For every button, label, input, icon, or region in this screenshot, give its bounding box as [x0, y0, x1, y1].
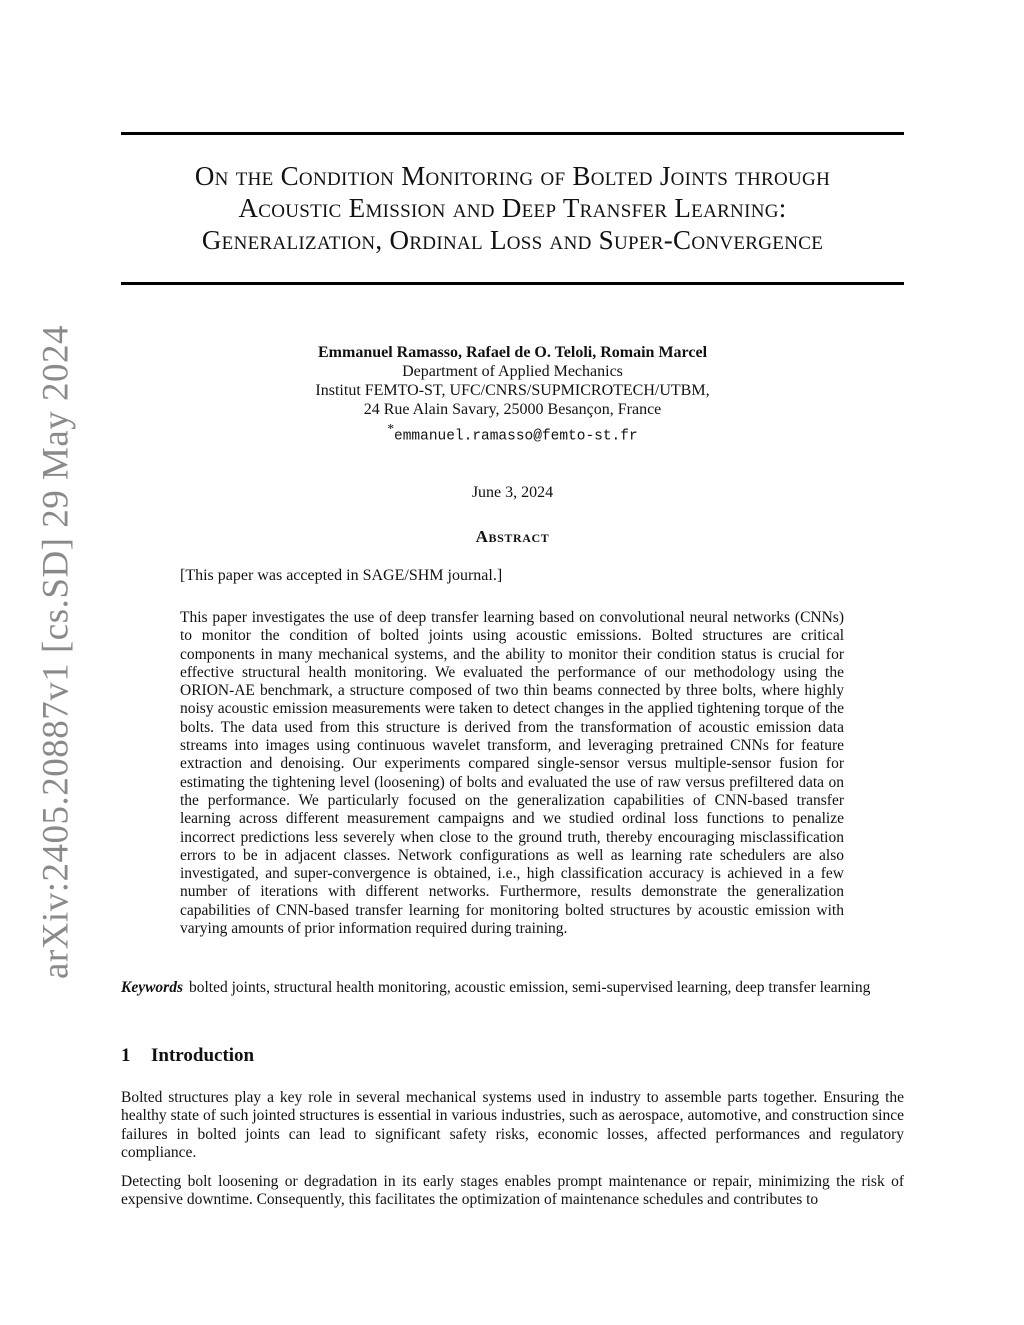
- title-rule-bottom: [121, 282, 904, 285]
- author-block: [121, 343, 904, 446]
- intro-paragraph-1: Bolted structures play a key role in several mechanical systems used in industry to assemble parts together. Ensuring the healthy state of such jointed structures is essential in various industries, such as aerospace, automotive, and construction since failures in bolted joints can lead to significant safety risks, economic losses, affected performances and regulatory compliance.: [121, 1089, 904, 1161]
- section-heading-introduction: [121, 1045, 904, 1067]
- keywords-text: bolted joints, structural health monitoring, acoustic emission, semi-supervised learning, deep transfer learning: [189, 979, 871, 996]
- title-rule-top: [121, 132, 904, 135]
- author-names: Emmanuel Ramasso, Rafael de O. Teloli, Romain Marcel: [317, 344, 708, 361]
- abstract-text: This paper investigates the use of deep transfer learning based on convolutional neural networks (CNNs) to monitor the condition of bolted joints using acoustic emissions. Bolted structures are critical components in many mechanical systems, and the ability to monitor their condition status is crucial for effective structural health monitoring. We evaluated the performance of our methodology using the ORION-AE benchmark, a structure composed of two thin beams connected by three bolts, where highly noisy acoustic emission measurements were taken to detect changes in the applied tightening torque of the bolts. The data used from this structure is derived from the transformation of acoustic emission data streams into images using continuous wavelet transform, and leveraging pretrained CNNs for feature extraction and denoising. Our experiments compared single-sensor versus multiple-sensor fusion for estimating the tightening level (loosening) of bolts and evaluated the use of raw versus prefiltered data on the performance. We particularly focused on the generalization capabilities of CNN-based transfer learning across different measurement campaigns and we studied ordinal loss functions to penalize incorrect predictions less severely when close to the ground truth, thereby encouraging misclassification errors to be in adjacent classes. Network configurations as well as learning rate schedulers are also investigated, and super-convergence is obtained, i.e., high classification accuracy is achieved in a few number of iterations with different networks. Furthermore, results demonstrate the generalization capabilities of CNN-based transfer learning for monitoring bolted structures by acoustic emission with varying amounts of prior information required during training.: [180, 609, 844, 938]
- paper-title: [121, 160, 904, 256]
- abstract-heading: Abstract: [475, 527, 550, 546]
- paper-date: June 3, 2024: [471, 484, 554, 501]
- email-mark: *: [387, 421, 395, 436]
- acceptance-note: [This paper was accepted in SAGE/SHM journal.]: [180, 567, 503, 584]
- keywords: [121, 979, 904, 997]
- author-department: Department of Applied Mechanics: [402, 363, 623, 380]
- author-institute: Institut FEMTO-ST, UFC/CNRS/SUPMICROTECH/UTBM,: [315, 382, 710, 399]
- title-line-1: On the Condition Monitoring of Bolted Joints through: [194, 161, 831, 191]
- keywords-label: Keywords: [121, 979, 183, 996]
- author-address: 24 Rue Alain Savary, 25000 Besançon, France: [363, 401, 662, 418]
- section-title: Introduction: [151, 1045, 255, 1066]
- arxiv-stamp-text: arXiv:2405.20887v1 [cs.SD] 29 May 2024: [35, 324, 77, 980]
- author-email-line: [121, 419, 904, 446]
- title-line-3: Generalization, Ordinal Loss and Super-Convergence: [201, 225, 824, 255]
- section-number: 1: [121, 1045, 131, 1066]
- author-email: emmanuel.ramasso@femto-st.fr: [394, 428, 638, 445]
- intro-paragraph-2: Detecting bolt loosening or degradation in its early stages enables prompt maintenance or repair, minimizing the risk of expensive downtime. Consequently, this facilitates the optimization of maintenance schedules and contributes to: [121, 1173, 904, 1209]
- title-line-2: Acoustic Emission and Deep Transfer Learning:: [238, 193, 787, 223]
